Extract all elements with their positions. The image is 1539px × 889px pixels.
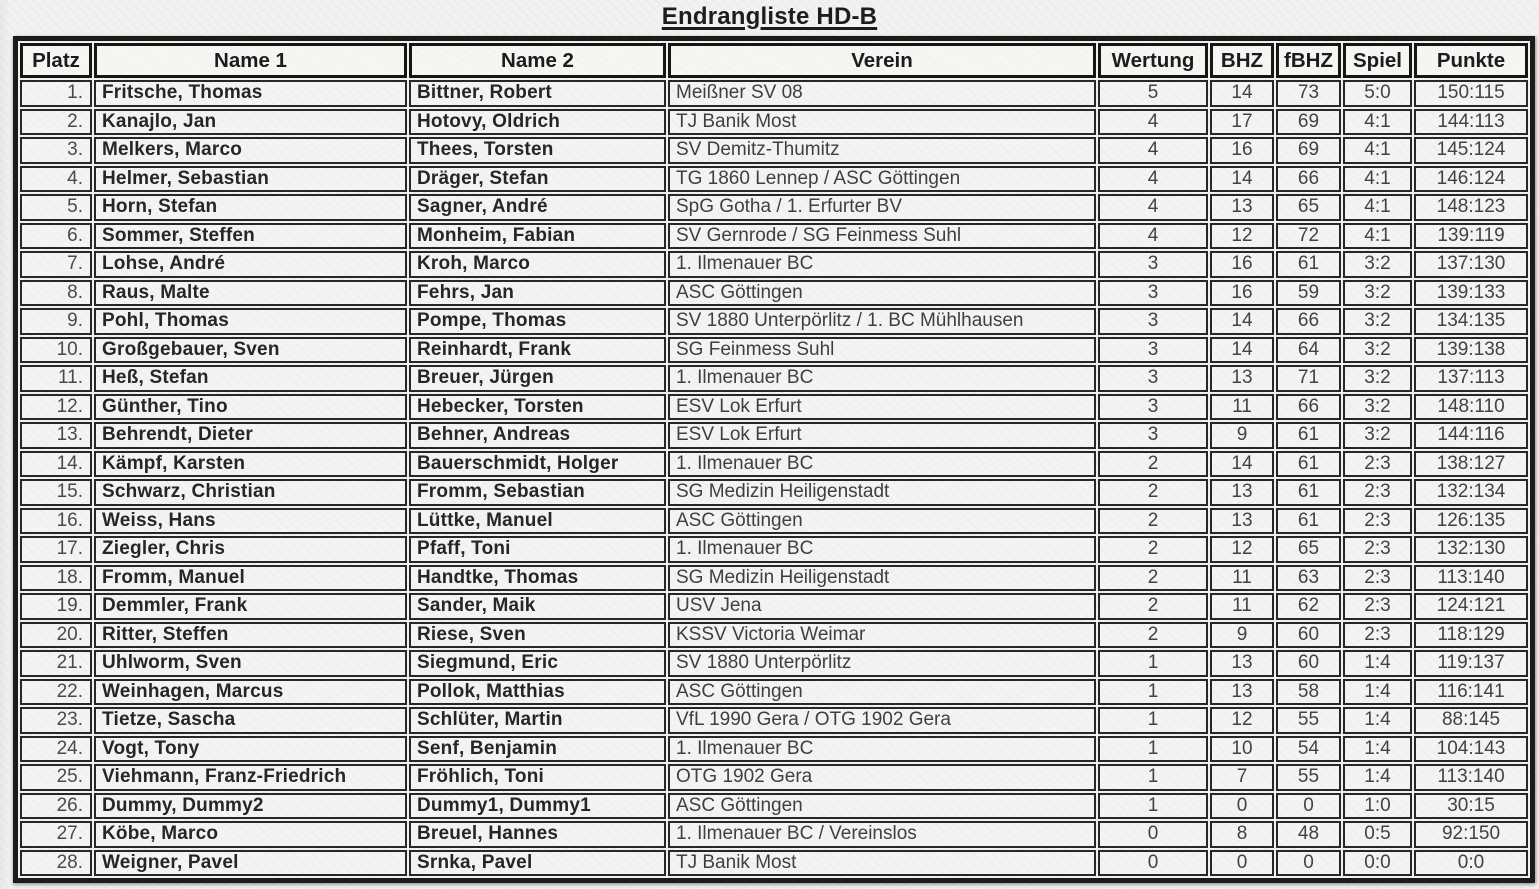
cell-fbhz: 58 <box>1276 679 1341 706</box>
cell-punkte: 118:129 <box>1414 622 1528 649</box>
cell-platz: 5. <box>20 194 92 221</box>
cell-spiel: 2:3 <box>1343 451 1412 478</box>
cell-bhz: 16 <box>1210 137 1274 164</box>
cell-spiel: 1:0 <box>1343 793 1412 820</box>
table-row <box>20 736 1528 763</box>
cell-platz: 16. <box>20 508 92 535</box>
cell-wertung: 5 <box>1098 80 1208 107</box>
cell-punkte: 119:137 <box>1414 650 1528 677</box>
cell-name2: Sander, Maik <box>409 593 666 620</box>
cell-name1: Günther, Tino <box>94 394 407 421</box>
cell-bhz: 9 <box>1210 622 1274 649</box>
cell-verein: ASC Göttingen <box>668 280 1096 307</box>
cell-punkte: 148:123 <box>1414 194 1528 221</box>
cell-platz: 24. <box>20 736 92 763</box>
cell-verein: TG 1860 Lennep / ASC Göttingen <box>668 166 1096 193</box>
cell-platz: 3. <box>20 137 92 164</box>
table-row <box>20 80 1528 107</box>
table-row <box>20 850 1528 877</box>
cell-bhz: 16 <box>1210 251 1274 278</box>
cell-wertung: 1 <box>1098 793 1208 820</box>
cell-name1: Köbe, Marco <box>94 821 407 848</box>
cell-punkte: 0:0 <box>1414 850 1528 877</box>
cell-verein: ASC Göttingen <box>668 793 1096 820</box>
cell-platz: 9. <box>20 308 92 335</box>
cell-spiel: 3:2 <box>1343 422 1412 449</box>
cell-name1: Uhlworm, Sven <box>94 650 407 677</box>
cell-verein: USV Jena <box>668 593 1096 620</box>
cell-fbhz: 54 <box>1276 736 1341 763</box>
cell-punkte: 126:135 <box>1414 508 1528 535</box>
cell-name2: Hebecker, Torsten <box>409 394 666 421</box>
cell-platz: 11. <box>20 365 92 392</box>
cell-bhz: 14 <box>1210 166 1274 193</box>
cell-punkte: 113:140 <box>1414 764 1528 791</box>
cell-name2: Kroh, Marco <box>409 251 666 278</box>
cell-spiel: 3:2 <box>1343 337 1412 364</box>
cell-fbhz: 55 <box>1276 764 1341 791</box>
cell-name2: Handtke, Thomas <box>409 565 666 592</box>
cell-wertung: 0 <box>1098 850 1208 877</box>
cell-punkte: 132:130 <box>1414 536 1528 563</box>
table-row <box>20 479 1528 506</box>
table-row <box>20 422 1528 449</box>
cell-wertung: 4 <box>1098 223 1208 250</box>
cell-bhz: 14 <box>1210 337 1274 364</box>
cell-fbhz: 66 <box>1276 308 1341 335</box>
cell-name1: Demmler, Frank <box>94 593 407 620</box>
cell-bhz: 10 <box>1210 736 1274 763</box>
cell-name1: Behrendt, Dieter <box>94 422 407 449</box>
cell-wertung: 3 <box>1098 308 1208 335</box>
cell-name1: Großgebauer, Sven <box>94 337 407 364</box>
cell-punkte: 145:124 <box>1414 137 1528 164</box>
cell-bhz: 13 <box>1210 194 1274 221</box>
header-cell-fbhz: fBHZ <box>1276 43 1341 78</box>
cell-verein: 1. Ilmenauer BC <box>668 365 1096 392</box>
cell-verein: OTG 1902 Gera <box>668 764 1096 791</box>
cell-fbhz: 65 <box>1276 536 1341 563</box>
cell-fbhz: 60 <box>1276 650 1341 677</box>
cell-punkte: 88:145 <box>1414 707 1528 734</box>
cell-spiel: 3:2 <box>1343 394 1412 421</box>
cell-spiel: 4:1 <box>1343 223 1412 250</box>
cell-spiel: 0:5 <box>1343 821 1412 848</box>
cell-spiel: 1:4 <box>1343 736 1412 763</box>
cell-name2: Dräger, Stefan <box>409 166 666 193</box>
cell-verein: VfL 1990 Gera / OTG 1902 Gera <box>668 707 1096 734</box>
table-row <box>20 764 1528 791</box>
table-row <box>20 679 1528 706</box>
cell-fbhz: 69 <box>1276 109 1341 136</box>
cell-spiel: 2:3 <box>1343 593 1412 620</box>
cell-bhz: 0 <box>1210 850 1274 877</box>
cell-fbhz: 73 <box>1276 80 1341 107</box>
cell-platz: 18. <box>20 565 92 592</box>
header-cell-name2: Name 2 <box>409 43 666 78</box>
cell-bhz: 14 <box>1210 451 1274 478</box>
cell-wertung: 3 <box>1098 251 1208 278</box>
cell-name1: Ritter, Steffen <box>94 622 407 649</box>
cell-platz: 13. <box>20 422 92 449</box>
cell-spiel: 2:3 <box>1343 508 1412 535</box>
cell-punkte: 139:133 <box>1414 280 1528 307</box>
table-row <box>20 137 1528 164</box>
cell-wertung: 1 <box>1098 736 1208 763</box>
cell-punkte: 92:150 <box>1414 821 1528 848</box>
cell-verein: Meißner SV 08 <box>668 80 1096 107</box>
table-row <box>20 308 1528 335</box>
cell-spiel: 5:0 <box>1343 80 1412 107</box>
results-table <box>13 36 1535 883</box>
cell-name1: Melkers, Marco <box>94 137 407 164</box>
table-row <box>20 365 1528 392</box>
cell-fbhz: 61 <box>1276 479 1341 506</box>
cell-name1: Raus, Malte <box>94 280 407 307</box>
cell-punkte: 146:124 <box>1414 166 1528 193</box>
cell-verein: 1. Ilmenauer BC <box>668 536 1096 563</box>
cell-name2: Senf, Benjamin <box>409 736 666 763</box>
cell-verein: SG Medizin Heiligenstadt <box>668 565 1096 592</box>
cell-verein: SV 1880 Unterpörlitz <box>668 650 1096 677</box>
table-row <box>20 793 1528 820</box>
cell-fbhz: 65 <box>1276 194 1341 221</box>
cell-bhz: 11 <box>1210 593 1274 620</box>
cell-wertung: 4 <box>1098 166 1208 193</box>
cell-name2: Pfaff, Toni <box>409 536 666 563</box>
cell-name1: Fritsche, Thomas <box>94 80 407 107</box>
cell-spiel: 3:2 <box>1343 280 1412 307</box>
cell-platz: 25. <box>20 764 92 791</box>
cell-platz: 27. <box>20 821 92 848</box>
cell-platz: 17. <box>20 536 92 563</box>
cell-punkte: 113:140 <box>1414 565 1528 592</box>
cell-name2: Breuer, Jürgen <box>409 365 666 392</box>
cell-bhz: 17 <box>1210 109 1274 136</box>
cell-verein: SV Gernrode / SG Feinmess Suhl <box>668 223 1096 250</box>
cell-bhz: 13 <box>1210 679 1274 706</box>
header-cell-verein: Verein <box>668 43 1096 78</box>
cell-punkte: 137:113 <box>1414 365 1528 392</box>
cell-fbhz: 72 <box>1276 223 1341 250</box>
cell-punkte: 30:15 <box>1414 793 1528 820</box>
cell-wertung: 1 <box>1098 650 1208 677</box>
table-row <box>20 251 1528 278</box>
cell-wertung: 3 <box>1098 394 1208 421</box>
cell-spiel: 3:2 <box>1343 308 1412 335</box>
cell-name1: Tietze, Sascha <box>94 707 407 734</box>
table-row <box>20 166 1528 193</box>
cell-name1: Kämpf, Karsten <box>94 451 407 478</box>
cell-platz: 26. <box>20 793 92 820</box>
cell-fbhz: 66 <box>1276 166 1341 193</box>
cell-name2: Monheim, Fabian <box>409 223 666 250</box>
table-row <box>20 536 1528 563</box>
cell-bhz: 12 <box>1210 223 1274 250</box>
cell-verein: TJ Banik Most <box>668 109 1096 136</box>
cell-platz: 12. <box>20 394 92 421</box>
cell-name1: Horn, Stefan <box>94 194 407 221</box>
header-cell-punkte: Punkte <box>1414 43 1528 78</box>
cell-spiel: 1:4 <box>1343 764 1412 791</box>
table-row <box>20 394 1528 421</box>
cell-fbhz: 62 <box>1276 593 1341 620</box>
cell-name2: Riese, Sven <box>409 622 666 649</box>
cell-spiel: 4:1 <box>1343 137 1412 164</box>
cell-fbhz: 63 <box>1276 565 1341 592</box>
cell-fbhz: 66 <box>1276 394 1341 421</box>
header-cell-wertung: Wertung <box>1098 43 1208 78</box>
cell-name1: Fromm, Manuel <box>94 565 407 592</box>
cell-name1: Dummy, Dummy2 <box>94 793 407 820</box>
cell-fbhz: 69 <box>1276 137 1341 164</box>
cell-name2: Srnka, Pavel <box>409 850 666 877</box>
page-title: Endrangliste HD-B <box>661 3 878 30</box>
cell-platz: 1. <box>20 80 92 107</box>
cell-verein: 1. Ilmenauer BC / Vereinslos <box>668 821 1096 848</box>
cell-wertung: 3 <box>1098 337 1208 364</box>
cell-punkte: 144:116 <box>1414 422 1528 449</box>
cell-spiel: 1:4 <box>1343 650 1412 677</box>
cell-bhz: 8 <box>1210 821 1274 848</box>
cell-punkte: 144:113 <box>1414 109 1528 136</box>
cell-fbhz: 55 <box>1276 707 1341 734</box>
cell-wertung: 2 <box>1098 593 1208 620</box>
cell-punkte: 134:135 <box>1414 308 1528 335</box>
table-row <box>20 280 1528 307</box>
cell-name1: Weigner, Pavel <box>94 850 407 877</box>
cell-wertung: 2 <box>1098 479 1208 506</box>
cell-bhz: 14 <box>1210 80 1274 107</box>
cell-wertung: 2 <box>1098 536 1208 563</box>
cell-bhz: 13 <box>1210 508 1274 535</box>
cell-name1: Weinhagen, Marcus <box>94 679 407 706</box>
cell-spiel: 2:3 <box>1343 565 1412 592</box>
cell-bhz: 9 <box>1210 422 1274 449</box>
table-row <box>20 109 1528 136</box>
cell-verein: SpG Gotha / 1. Erfurter BV <box>668 194 1096 221</box>
cell-verein: TJ Banik Most <box>668 850 1096 877</box>
cell-bhz: 13 <box>1210 479 1274 506</box>
cell-name1: Heß, Stefan <box>94 365 407 392</box>
cell-punkte: 137:130 <box>1414 251 1528 278</box>
cell-fbhz: 71 <box>1276 365 1341 392</box>
cell-spiel: 2:3 <box>1343 479 1412 506</box>
cell-name2: Fröhlich, Toni <box>409 764 666 791</box>
cell-name1: Lohse, André <box>94 251 407 278</box>
cell-verein: ESV Lok Erfurt <box>668 394 1096 421</box>
cell-name1: Viehmann, Franz-Friedrich <box>94 764 407 791</box>
cell-platz: 14. <box>20 451 92 478</box>
cell-wertung: 3 <box>1098 280 1208 307</box>
cell-wertung: 4 <box>1098 137 1208 164</box>
cell-verein: SV 1880 Unterpörlitz / 1. BC Mühlhausen <box>668 308 1096 335</box>
cell-bhz: 16 <box>1210 280 1274 307</box>
cell-spiel: 2:3 <box>1343 536 1412 563</box>
cell-name2: Thees, Torsten <box>409 137 666 164</box>
cell-spiel: 4:1 <box>1343 194 1412 221</box>
cell-name2: Fromm, Sebastian <box>409 479 666 506</box>
cell-wertung: 3 <box>1098 422 1208 449</box>
cell-name2: Pollok, Matthias <box>409 679 666 706</box>
cell-name1: Pohl, Thomas <box>94 308 407 335</box>
cell-wertung: 1 <box>1098 707 1208 734</box>
cell-fbhz: 48 <box>1276 821 1341 848</box>
table-header-row <box>20 43 1528 78</box>
cell-punkte: 150:115 <box>1414 80 1528 107</box>
table-row <box>20 451 1528 478</box>
cell-fbhz: 61 <box>1276 422 1341 449</box>
cell-punkte: 132:134 <box>1414 479 1528 506</box>
cell-punkte: 138:127 <box>1414 451 1528 478</box>
cell-name1: Sommer, Steffen <box>94 223 407 250</box>
cell-platz: 10. <box>20 337 92 364</box>
header-cell-spiel: Spiel <box>1343 43 1412 78</box>
cell-platz: 21. <box>20 650 92 677</box>
cell-spiel: 1:4 <box>1343 679 1412 706</box>
cell-punkte: 139:119 <box>1414 223 1528 250</box>
cell-fbhz: 0 <box>1276 793 1341 820</box>
cell-fbhz: 60 <box>1276 622 1341 649</box>
cell-bhz: 12 <box>1210 707 1274 734</box>
cell-wertung: 3 <box>1098 365 1208 392</box>
cell-fbhz: 61 <box>1276 451 1341 478</box>
cell-name2: Sagner, André <box>409 194 666 221</box>
cell-bhz: 12 <box>1210 536 1274 563</box>
cell-verein: SG Medizin Heiligenstadt <box>668 479 1096 506</box>
cell-name1: Vogt, Tony <box>94 736 407 763</box>
cell-verein: KSSV Victoria Weimar <box>668 622 1096 649</box>
header-cell-name1: Name 1 <box>94 43 407 78</box>
cell-name2: Bittner, Robert <box>409 80 666 107</box>
table-row <box>20 565 1528 592</box>
cell-spiel: 0:0 <box>1343 850 1412 877</box>
cell-wertung: 2 <box>1098 622 1208 649</box>
table-body <box>20 80 1528 876</box>
cell-platz: 23. <box>20 707 92 734</box>
cell-platz: 28. <box>20 850 92 877</box>
cell-punkte: 124:121 <box>1414 593 1528 620</box>
cell-wertung: 1 <box>1098 679 1208 706</box>
cell-name2: Pompe, Thomas <box>409 308 666 335</box>
cell-wertung: 2 <box>1098 508 1208 535</box>
cell-platz: 4. <box>20 166 92 193</box>
table-head <box>20 43 1528 78</box>
cell-bhz: 13 <box>1210 650 1274 677</box>
cell-spiel: 2:3 <box>1343 622 1412 649</box>
table-row <box>20 707 1528 734</box>
cell-verein: ASC Göttingen <box>668 508 1096 535</box>
cell-name2: Breuel, Hannes <box>409 821 666 848</box>
cell-name1: Kanajlo, Jan <box>94 109 407 136</box>
cell-punkte: 139:138 <box>1414 337 1528 364</box>
cell-spiel: 3:2 <box>1343 251 1412 278</box>
cell-platz: 2. <box>20 109 92 136</box>
header-cell-bhz: BHZ <box>1210 43 1274 78</box>
table-row <box>20 821 1528 848</box>
cell-name2: Schlüter, Martin <box>409 707 666 734</box>
table-row <box>20 508 1528 535</box>
cell-wertung: 2 <box>1098 451 1208 478</box>
cell-bhz: 0 <box>1210 793 1274 820</box>
cell-spiel: 3:2 <box>1343 365 1412 392</box>
cell-bhz: 11 <box>1210 565 1274 592</box>
cell-fbhz: 64 <box>1276 337 1341 364</box>
header-cell-platz: Platz <box>20 43 92 78</box>
cell-punkte: 148:110 <box>1414 394 1528 421</box>
cell-wertung: 4 <box>1098 109 1208 136</box>
cell-verein: ASC Göttingen <box>668 679 1096 706</box>
cell-name2: Fehrs, Jan <box>409 280 666 307</box>
table-row <box>20 622 1528 649</box>
cell-name2: Bauerschmidt, Holger <box>409 451 666 478</box>
cell-name1: Helmer, Sebastian <box>94 166 407 193</box>
cell-platz: 20. <box>20 622 92 649</box>
cell-platz: 8. <box>20 280 92 307</box>
table-row <box>20 337 1528 364</box>
cell-name2: Behner, Andreas <box>409 422 666 449</box>
cell-bhz: 11 <box>1210 394 1274 421</box>
cell-verein: ESV Lok Erfurt <box>668 422 1096 449</box>
cell-wertung: 1 <box>1098 764 1208 791</box>
table-row <box>20 223 1528 250</box>
cell-bhz: 13 <box>1210 365 1274 392</box>
cell-fbhz: 61 <box>1276 251 1341 278</box>
table-row <box>20 650 1528 677</box>
cell-platz: 19. <box>20 593 92 620</box>
cell-verein: 1. Ilmenauer BC <box>668 251 1096 278</box>
cell-wertung: 0 <box>1098 821 1208 848</box>
table-row <box>20 194 1528 221</box>
cell-platz: 7. <box>20 251 92 278</box>
cell-name2: Hotovy, Oldrich <box>409 109 666 136</box>
cell-spiel: 4:1 <box>1343 166 1412 193</box>
cell-fbhz: 0 <box>1276 850 1341 877</box>
cell-name2: Reinhardt, Frank <box>409 337 666 364</box>
cell-name1: Weiss, Hans <box>94 508 407 535</box>
cell-name2: Lüttke, Manuel <box>409 508 666 535</box>
cell-wertung: 4 <box>1098 194 1208 221</box>
cell-verein: SG Feinmess Suhl <box>668 337 1096 364</box>
cell-wertung: 2 <box>1098 565 1208 592</box>
cell-verein: 1. Ilmenauer BC <box>668 736 1096 763</box>
cell-fbhz: 59 <box>1276 280 1341 307</box>
cell-bhz: 7 <box>1210 764 1274 791</box>
cell-punkte: 104:143 <box>1414 736 1528 763</box>
cell-name1: Schwarz, Christian <box>94 479 407 506</box>
cell-platz: 6. <box>20 223 92 250</box>
cell-name2: Siegmund, Eric <box>409 650 666 677</box>
cell-name1: Ziegler, Chris <box>94 536 407 563</box>
cell-verein: SV Demitz-Thumitz <box>668 137 1096 164</box>
cell-platz: 22. <box>20 679 92 706</box>
cell-punkte: 116:141 <box>1414 679 1528 706</box>
cell-bhz: 14 <box>1210 308 1274 335</box>
cell-fbhz: 61 <box>1276 508 1341 535</box>
cell-spiel: 4:1 <box>1343 109 1412 136</box>
cell-platz: 15. <box>20 479 92 506</box>
cell-spiel: 1:4 <box>1343 707 1412 734</box>
cell-verein: 1. Ilmenauer BC <box>668 451 1096 478</box>
cell-name2: Dummy1, Dummy1 <box>409 793 666 820</box>
table-row <box>20 593 1528 620</box>
